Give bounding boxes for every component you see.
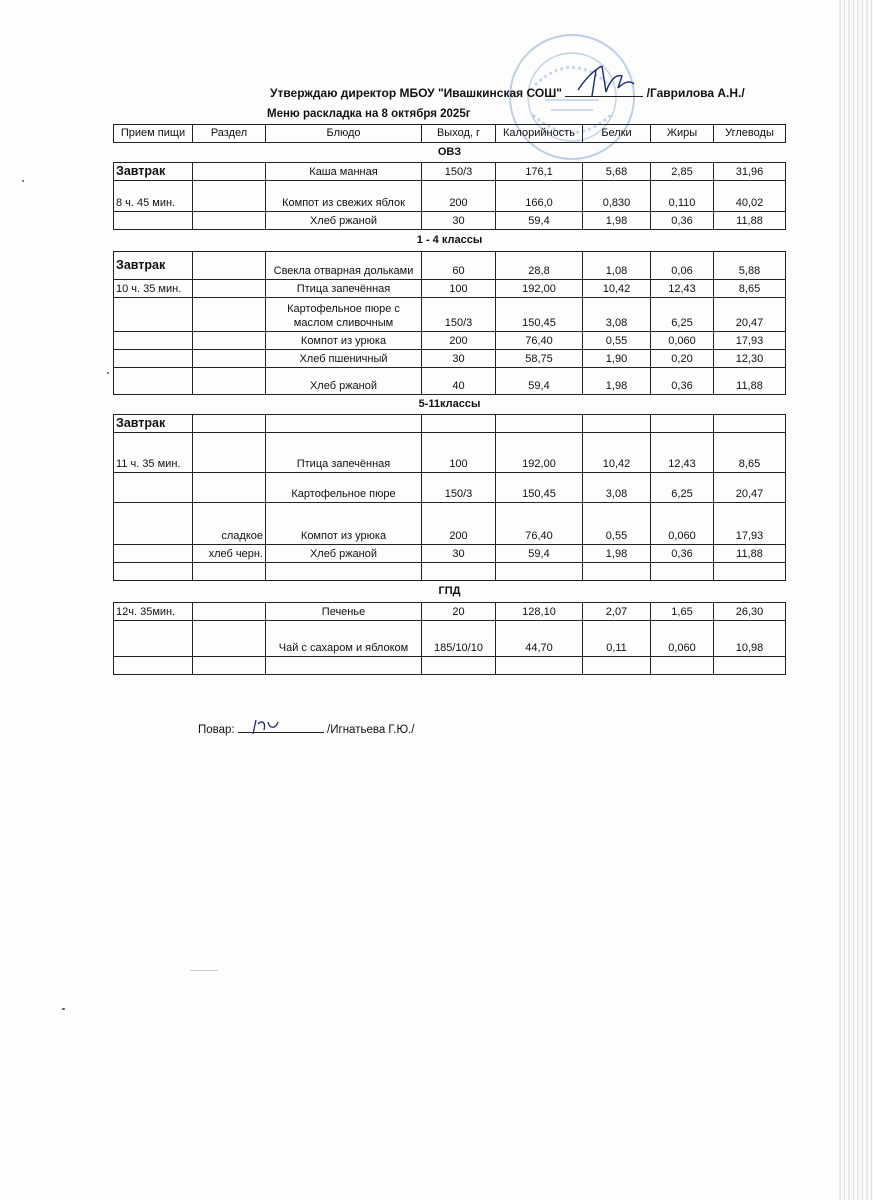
cell-fat: [651, 657, 714, 675]
cell-fat: 0,060: [651, 621, 714, 657]
cell-section: [193, 332, 266, 350]
cell-dish: Хлеб ржаной: [266, 212, 422, 230]
cell-dish: Картофельное пюре с маслом сливочным: [266, 298, 422, 332]
cell-protein: 10,42: [583, 280, 651, 298]
cell-protein: [583, 657, 651, 675]
cell-dish: Компот из урюка: [266, 332, 422, 350]
cell-dish: Печенье: [266, 603, 422, 621]
table-row: [114, 280, 786, 298]
cell-section: [193, 252, 266, 280]
approval-prefix: Утверждаю директор МБОУ "Ивашкинская СОШ": [270, 86, 562, 100]
scan-speck: [190, 970, 218, 971]
cell-fat: 1,65: [651, 603, 714, 621]
cell-meal: [114, 657, 193, 675]
table-row: [114, 415, 786, 433]
cell-carbs: 5,88: [714, 252, 786, 280]
cell-kcal: 58,75: [496, 350, 583, 368]
cell-fat: 12,43: [651, 280, 714, 298]
column-header: Выход, г: [422, 125, 496, 143]
cell-kcal: 76,40: [496, 503, 583, 545]
menu-table: [113, 124, 786, 675]
cell-meal: [114, 545, 193, 563]
cell-protein: 0,11: [583, 621, 651, 657]
cell-yield: 60: [422, 252, 496, 280]
cell-yield: [422, 563, 496, 581]
cell-kcal: 150,45: [496, 473, 583, 503]
cell-kcal: 166,0: [496, 181, 583, 212]
cell-section: [193, 657, 266, 675]
cell-meal: Завтрак: [114, 163, 193, 181]
cell-section: [193, 350, 266, 368]
table-row: [114, 298, 786, 332]
cell-fat: 6,25: [651, 298, 714, 332]
scan-speck: [22, 180, 24, 182]
column-header: Калорийность: [496, 125, 583, 143]
column-header: Жиры: [651, 125, 714, 143]
cell-yield: 200: [422, 332, 496, 350]
cell-protein: 0,55: [583, 332, 651, 350]
cell-carbs: 31,96: [714, 163, 786, 181]
cell-kcal: 192,00: [496, 280, 583, 298]
cell-yield: 200: [422, 181, 496, 212]
cell-meal: [114, 473, 193, 503]
table-row: [114, 368, 786, 395]
cell-carbs: 8,65: [714, 433, 786, 473]
section-title-row: [114, 395, 786, 415]
cell-meal: 11 ч. 35 мин.: [114, 433, 193, 473]
cell-protein: 3,08: [583, 298, 651, 332]
cell-carbs: [714, 415, 786, 433]
cell-kcal: 150,45: [496, 298, 583, 332]
cell-yield: 100: [422, 433, 496, 473]
section-title: 5-11классы: [418, 398, 481, 410]
cell-meal: [114, 503, 193, 545]
table-row: [114, 212, 786, 230]
cell-fat: 12,43: [651, 433, 714, 473]
director-signature: [572, 56, 642, 102]
cell-kcal: 59,4: [496, 368, 583, 395]
column-header: Блюдо: [266, 125, 422, 143]
approval-suffix: /Гаврилова А.Н./: [646, 86, 745, 100]
cell-yield: [422, 657, 496, 675]
cell-carbs: 8,65: [714, 280, 786, 298]
cell-dish: Птица запечённая: [266, 433, 422, 473]
table-row: [114, 473, 786, 503]
cell-dish: [266, 563, 422, 581]
cell-carbs: 40,02: [714, 181, 786, 212]
approval-line: [270, 86, 745, 100]
cell-section: [193, 368, 266, 395]
cell-fat: [651, 415, 714, 433]
cell-fat: 0,060: [651, 503, 714, 545]
cell-yield: 185/10/10: [422, 621, 496, 657]
cell-kcal: [496, 563, 583, 581]
cell-meal: [114, 212, 193, 230]
scan-speck: [107, 372, 109, 374]
cell-carbs: [714, 657, 786, 675]
cell-carbs: 17,93: [714, 503, 786, 545]
cell-yield: 30: [422, 212, 496, 230]
cell-yield: 40: [422, 368, 496, 395]
cell-carbs: 17,93: [714, 332, 786, 350]
column-header: Прием пищи: [114, 125, 193, 143]
cell-kcal: 44,70: [496, 621, 583, 657]
table-row: [114, 545, 786, 563]
cell-protein: 5,68: [583, 163, 651, 181]
cell-fat: 2,85: [651, 163, 714, 181]
cell-kcal: 76,40: [496, 332, 583, 350]
cell-section: [193, 212, 266, 230]
cell-protein: [583, 563, 651, 581]
table-row: [114, 163, 786, 181]
cell-dish: Свекла отварная дольками: [266, 252, 422, 280]
table-row: [114, 252, 786, 280]
cell-kcal: 128,10: [496, 603, 583, 621]
cook-signature: [250, 716, 284, 738]
cell-meal: [114, 563, 193, 581]
cell-protein: 10,42: [583, 433, 651, 473]
cook-line: [198, 722, 414, 736]
cell-meal: [114, 350, 193, 368]
cell-yield: 30: [422, 545, 496, 563]
cell-section: хлеб черн.: [193, 545, 266, 563]
cell-carbs: 20,47: [714, 473, 786, 503]
scan-edge: [839, 0, 873, 1200]
cell-protein: 1,98: [583, 368, 651, 395]
section-title: 1 - 4 классы: [416, 234, 483, 246]
cell-kcal: [496, 657, 583, 675]
cell-yield: 30: [422, 350, 496, 368]
cell-yield: 100: [422, 280, 496, 298]
cell-section: [193, 603, 266, 621]
cell-section: [193, 415, 266, 433]
cell-dish: Птица запечённая: [266, 280, 422, 298]
cell-fat: 0,06: [651, 252, 714, 280]
cell-yield: 20: [422, 603, 496, 621]
table-row: [114, 503, 786, 545]
cell-dish: Картофельное пюре: [266, 473, 422, 503]
cell-meal: 12ч. 35мин.: [114, 603, 193, 621]
cell-dish: Каша манная: [266, 163, 422, 181]
cell-kcal: 28,8: [496, 252, 583, 280]
cell-dish: Компот из свежих яблок: [266, 181, 422, 212]
cell-protein: 0,830: [583, 181, 651, 212]
section-title-row: [114, 230, 786, 252]
cell-carbs: 10,98: [714, 621, 786, 657]
cell-meal: [114, 332, 193, 350]
cell-section: [193, 163, 266, 181]
cell-meal: 8 ч. 45 мин.: [114, 181, 193, 212]
cell-dish: Хлеб пшеничный: [266, 350, 422, 368]
cell-protein: 1,08: [583, 252, 651, 280]
cell-kcal: 59,4: [496, 212, 583, 230]
cook-label: Повар:: [198, 724, 235, 736]
cell-fat: 0,36: [651, 545, 714, 563]
cell-protein: 1,98: [583, 545, 651, 563]
cell-yield: 150/3: [422, 163, 496, 181]
table-row: [114, 603, 786, 621]
cell-fat: 0,36: [651, 212, 714, 230]
cell-dish: [266, 657, 422, 675]
cell-carbs: 12,30: [714, 350, 786, 368]
cell-meal: [114, 621, 193, 657]
cell-protein: [583, 415, 651, 433]
cell-section: [193, 298, 266, 332]
cell-meal: Завтрак: [114, 415, 193, 433]
cell-yield: 200: [422, 503, 496, 545]
header-row: [114, 125, 786, 143]
cell-carbs: 11,88: [714, 545, 786, 563]
column-header: Белки: [583, 125, 651, 143]
cell-kcal: 192,00: [496, 433, 583, 473]
cell-meal: [114, 298, 193, 332]
scan-speck: [62, 1008, 65, 1010]
cell-carbs: [714, 563, 786, 581]
cell-section: [193, 280, 266, 298]
cell-fat: 0,060: [651, 332, 714, 350]
cell-section: [193, 433, 266, 473]
cell-fat: 0,20: [651, 350, 714, 368]
cell-fat: [651, 563, 714, 581]
section-title-row: [114, 143, 786, 163]
cell-dish: [266, 415, 422, 433]
cell-protein: 3,08: [583, 473, 651, 503]
column-header: Раздел: [193, 125, 266, 143]
section-title: ГПД: [438, 585, 461, 597]
table-row: [114, 332, 786, 350]
cell-kcal: 59,4: [496, 545, 583, 563]
cell-protein: 2,07: [583, 603, 651, 621]
cell-section: [193, 621, 266, 657]
cell-dish: Хлеб ржаной: [266, 368, 422, 395]
cell-section: [193, 473, 266, 503]
cell-meal: [114, 368, 193, 395]
cell-carbs: 11,88: [714, 212, 786, 230]
table-row: [114, 181, 786, 212]
cell-dish: Хлеб ржаной: [266, 545, 422, 563]
section-title-row: [114, 581, 786, 603]
table-row: [114, 563, 786, 581]
column-header: Углеводы: [714, 125, 786, 143]
cell-protein: 1,98: [583, 212, 651, 230]
table-row: [114, 350, 786, 368]
table-row: [114, 621, 786, 657]
cell-fat: 0,110: [651, 181, 714, 212]
cook-name: /Игнатьева Г.Ю./: [327, 724, 415, 736]
cell-protein: 0,55: [583, 503, 651, 545]
cell-kcal: 176,1: [496, 163, 583, 181]
cell-fat: 0,36: [651, 368, 714, 395]
cell-kcal: [496, 415, 583, 433]
page-title: Меню раскладка на 8 октября 2025г: [267, 108, 471, 120]
cell-meal: 10 ч. 35 мин.: [114, 280, 193, 298]
cell-carbs: 11,88: [714, 368, 786, 395]
section-title: ОВЗ: [437, 146, 462, 158]
cell-meal: Завтрак: [114, 252, 193, 280]
cell-section: [193, 563, 266, 581]
cell-yield: 150/3: [422, 473, 496, 503]
table-row: [114, 433, 786, 473]
cell-fat: 6,25: [651, 473, 714, 503]
table-row: [114, 657, 786, 675]
cell-protein: 1,90: [583, 350, 651, 368]
cell-dish: Компот из урюка: [266, 503, 422, 545]
cell-section: [193, 181, 266, 212]
cell-section: сладкое: [193, 503, 266, 545]
cell-carbs: 26,30: [714, 603, 786, 621]
cell-dish: Чай с сахаром и яблоком: [266, 621, 422, 657]
cell-carbs: 20,47: [714, 298, 786, 332]
cell-yield: [422, 415, 496, 433]
cell-yield: 150/3: [422, 298, 496, 332]
